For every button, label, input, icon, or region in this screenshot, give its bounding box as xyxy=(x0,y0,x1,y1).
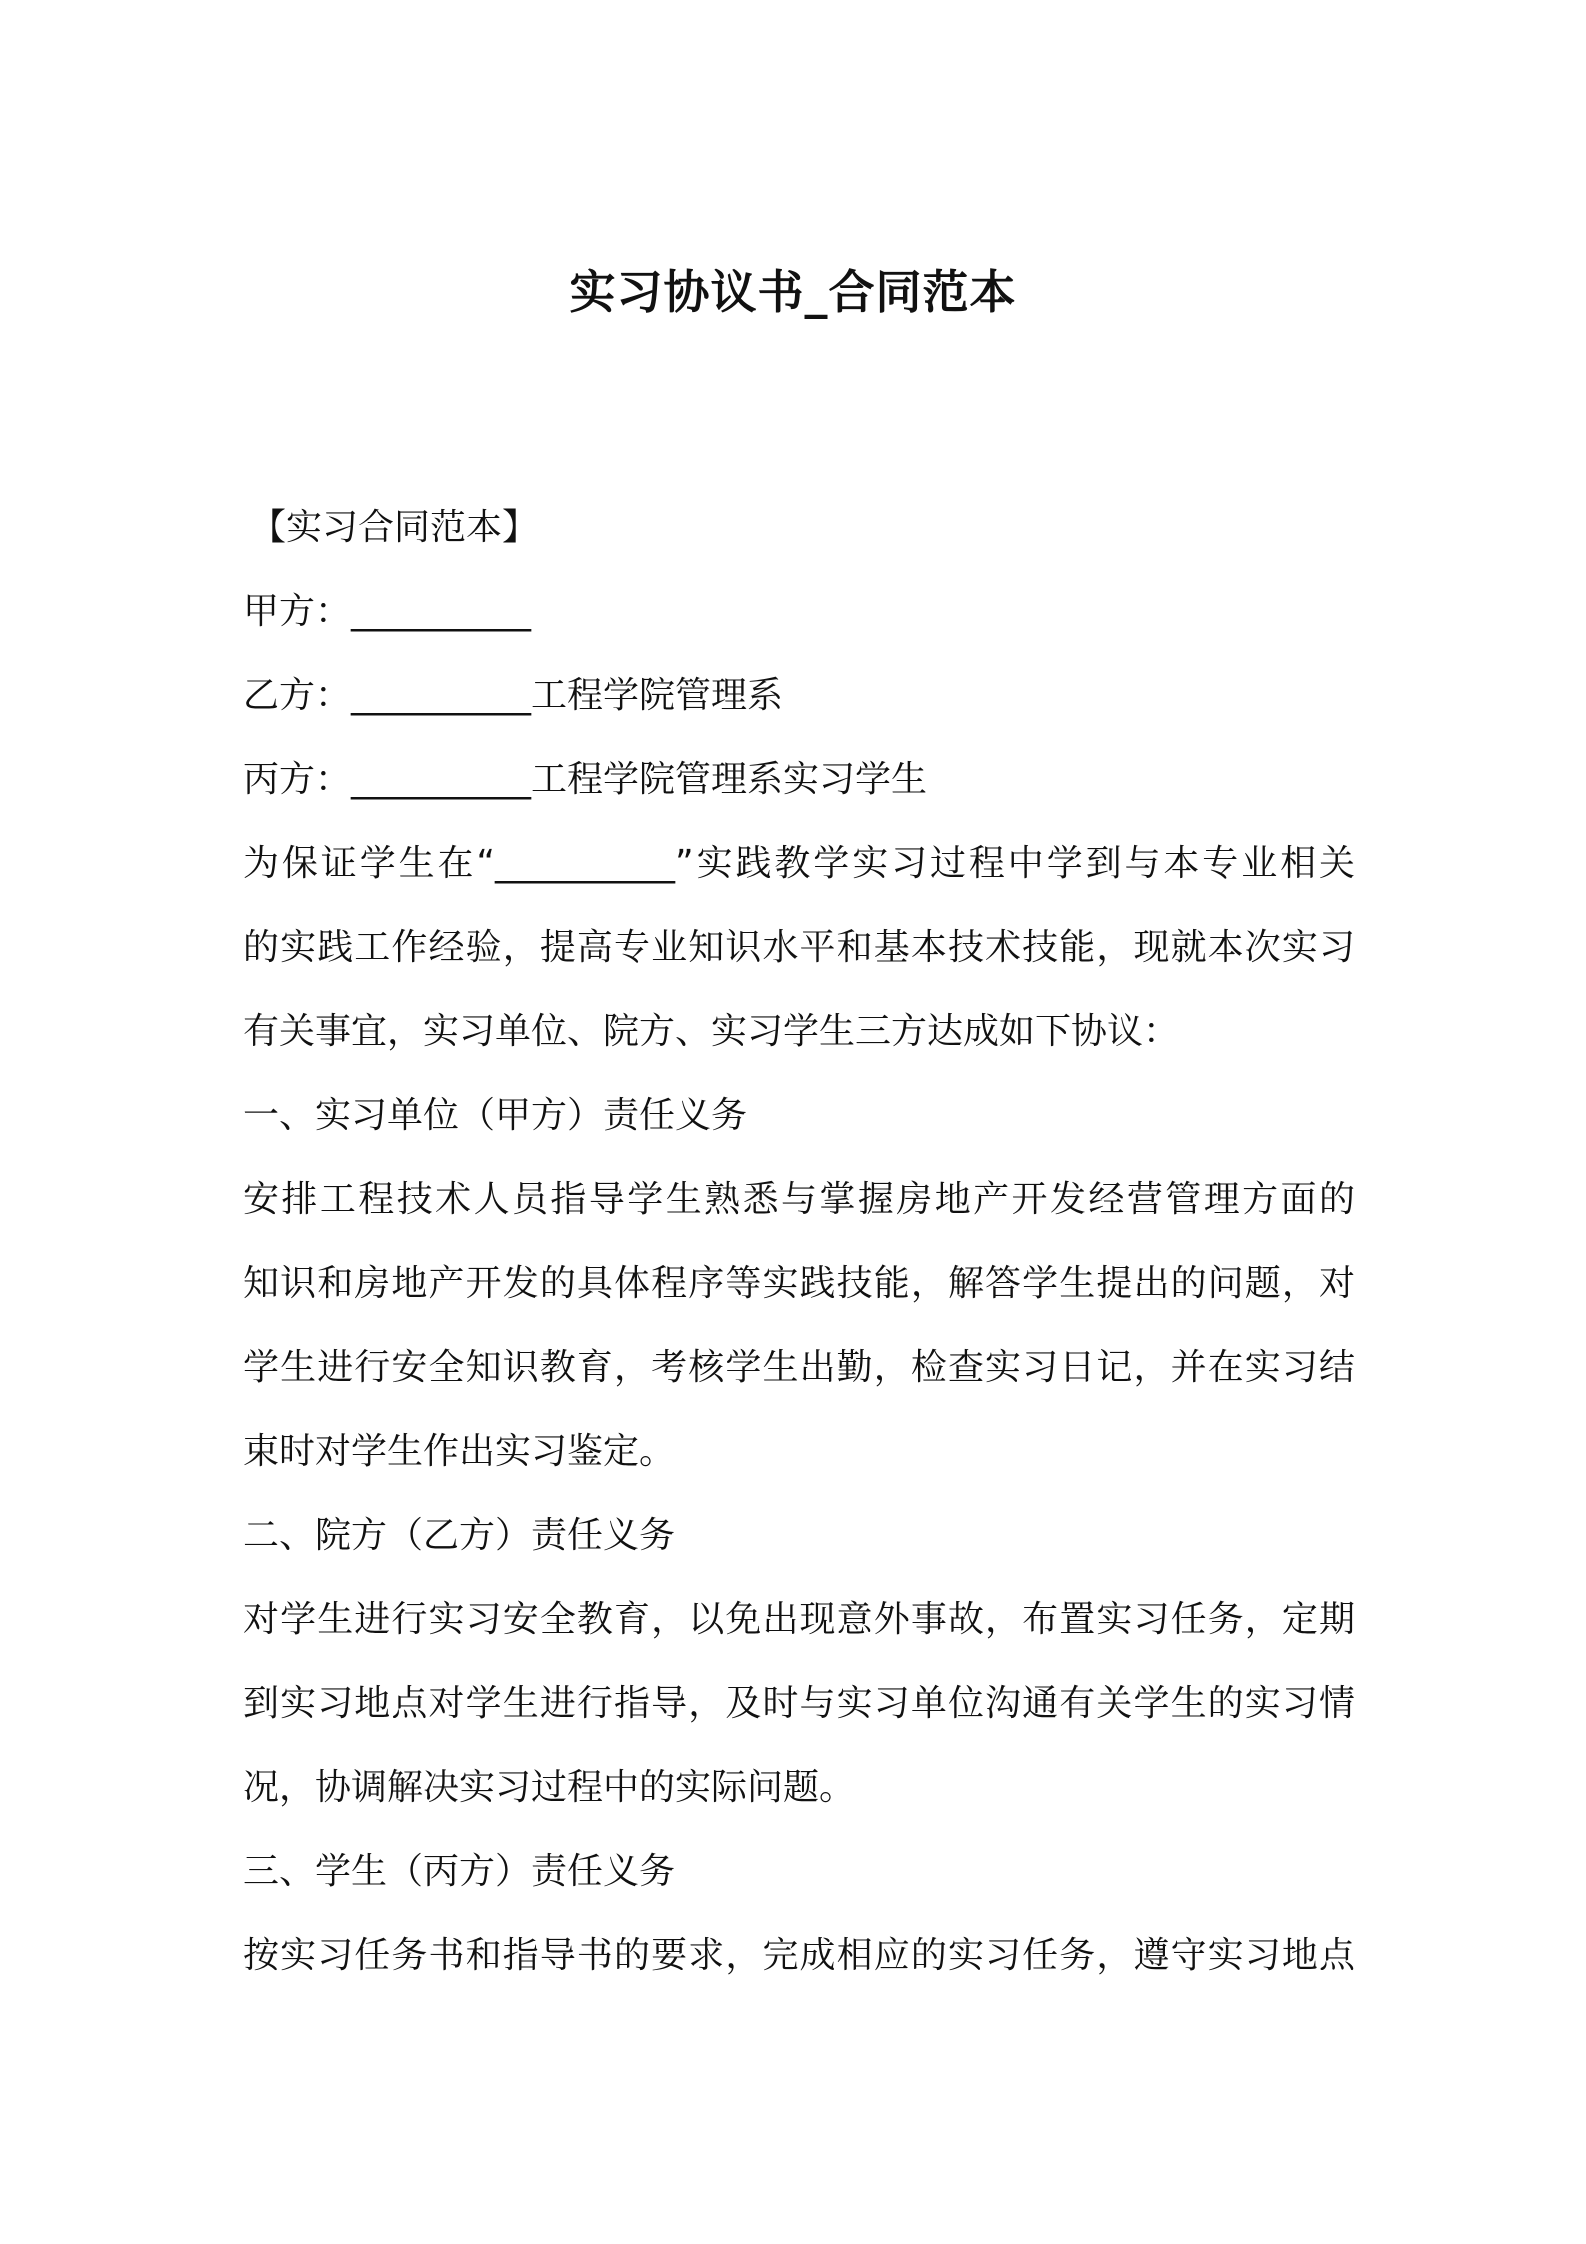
paragraph-2-line: 对学生进行实习安全教育，以免出现意外事故，布置实习任务，定期 xyxy=(243,1599,1355,1640)
paragraph-1-line: 安排工程技术人员指导学生熟悉与掌握房地产开发经营管理方面的 xyxy=(243,1179,1355,1220)
section-heading-1: 一、实习单位（甲方）责任义务 xyxy=(243,1095,748,1136)
paragraph-2-line: 到实习地点对学生进行指导，及时与实习单位沟通有关学生的实习情 xyxy=(243,1683,1355,1724)
document-title: 实习协议书_合同范本 xyxy=(569,265,1017,319)
section-label: 【实习合同范本】 xyxy=(250,507,539,548)
party-b-blank: __________ xyxy=(351,675,532,716)
party-a-label: 甲方： xyxy=(243,591,352,632)
section-heading-3: 三、学生（丙方）责任义务 xyxy=(243,1851,676,1892)
paragraph-3-line: 按实习任务书和指导书的要求，完成相应的实习任务，遵守实习地点 xyxy=(243,1935,1355,1976)
paragraph-2-line: 况，协调解决实习过程中的实际问题。 xyxy=(243,1767,856,1808)
party-c-blank: __________ xyxy=(351,759,532,800)
paragraph-1-line: 束时对学生作出实习鉴定。 xyxy=(243,1431,676,1472)
party-c-name: 工程学院管理系实习学生 xyxy=(531,759,928,800)
intro-line: 有关事宜，实习单位、院方、实习学生三方达成如下协议： xyxy=(243,1011,1180,1052)
party-b-line xyxy=(243,654,1355,738)
party-b-label: 乙方： xyxy=(243,675,352,716)
section-heading-2: 二、院方（乙方）责任义务 xyxy=(243,1515,676,1556)
paragraph-1-line: 学生进行安全知识教育，考核学生出勤，检查实习日记，并在实习结 xyxy=(243,1347,1355,1388)
intro-line: 的实践工作经验，提高专业知识水平和基本技术技能，现就本次实习 xyxy=(243,927,1355,968)
document-body xyxy=(243,570,1355,1998)
party-a-blank: __________ xyxy=(351,591,532,632)
party-c-label: 丙方： xyxy=(243,759,352,800)
intro-line: 为保证学生在“__________”实践教学实习过程中学到与本专业相关 xyxy=(243,843,1355,884)
party-c-line xyxy=(243,738,1355,822)
party-b-name: 工程学院管理系 xyxy=(531,675,784,716)
party-a-line xyxy=(243,570,1355,654)
paragraph-1-line: 知识和房地产开发的具体程序等实践技能，解答学生提出的问题，对 xyxy=(243,1263,1355,1304)
